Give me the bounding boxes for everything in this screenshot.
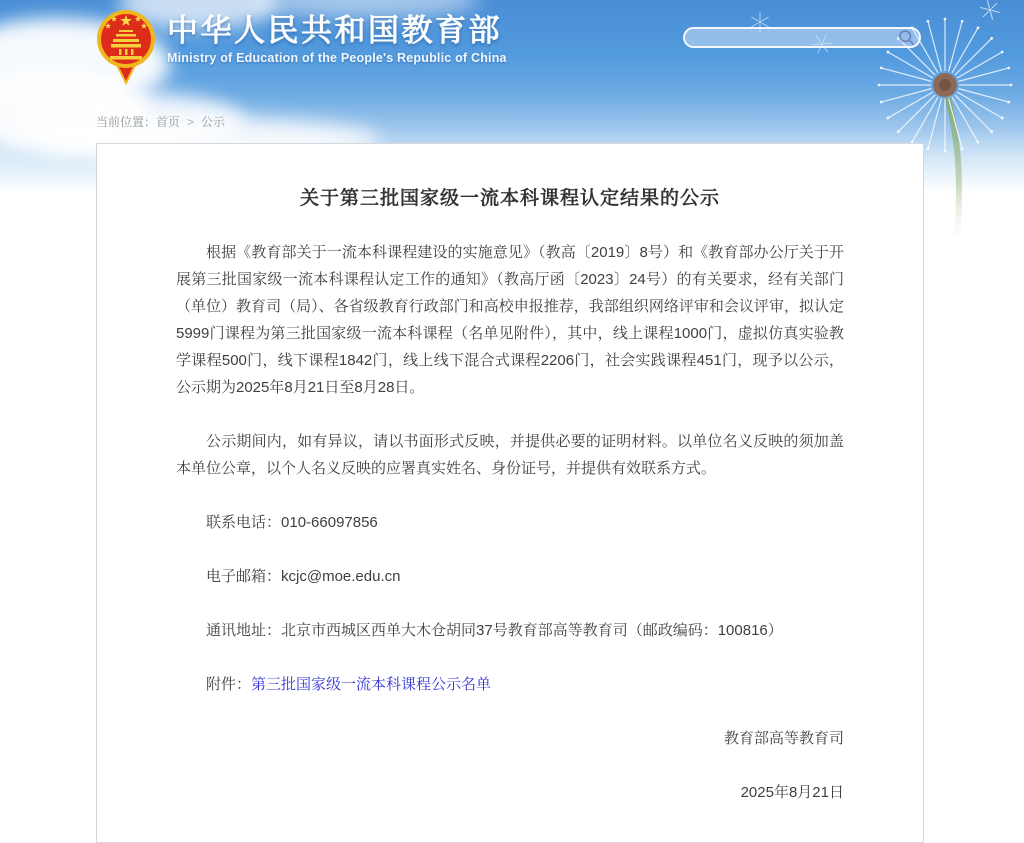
contact-email-value: kcjc@moe.edu.cn — [281, 568, 401, 585]
attachment-label: 附件： — [206, 676, 252, 693]
contact-phone-label: 联系电话： — [206, 514, 282, 531]
article-title: 关于第三批国家级一流本科课程认定结果的公示 — [299, 188, 720, 209]
article-card — [96, 143, 924, 843]
search-box — [683, 27, 921, 48]
contact-email-line — [176, 563, 844, 590]
site-name: 中华人民共和国教育部 — [167, 13, 502, 48]
contact-email-label: 电子邮箱： — [206, 568, 282, 585]
article-paragraph-1: 根据《教育部关于一流本科课程建设的实施意见》（教高〔2019〕8号）和《教育部办公厅关于开展第三批国家级一流本科课程认定工作的通知》（教高厅函〔2023〕24号）的有关要求，经有关部门（单位）教育司（局）、各省级教育行政部门和高校申报推荐，我部组织网络评审和会议评审，拟认定5999门课程为第三批国家级一流本科课程（名单见附件），其中，线上课程1000门，虚拟仿真实验教学课程500门，线下课程1842门，线上线下混合式课程2206门，社会实践课程451门，现予以公示，公示期为2025年8月21日至8月28日。 — [176, 244, 844, 396]
search-button[interactable] — [893, 29, 919, 46]
search-icon — [898, 29, 915, 46]
attachment-link[interactable]: 第三批国家级一流本科课程公示名单 — [251, 676, 492, 693]
breadcrumb — [96, 114, 225, 130]
search-input[interactable] — [685, 29, 893, 46]
site-name-en: Ministry of Education of the People's Republic of China — [167, 51, 507, 65]
attachment-line — [176, 671, 844, 698]
site-titles — [167, 14, 507, 65]
contact-phone-line — [176, 509, 844, 536]
contact-address-value: 北京市西城区西单大木仓胡同37号教育部高等教育司（邮政编码：100816） — [281, 622, 783, 639]
article-paragraph-2: 公示期间内，如有异议，请以书面形式反映，并提供必要的证明材料。以单位名义反映的须加盖本单位公章，以个人名义反映的应署真实姓名、身份证号，并提供有效联系方式。 — [176, 433, 844, 477]
contact-address-label: 通讯地址： — [206, 622, 282, 639]
breadcrumb-home-link[interactable]: 首页 — [156, 115, 181, 129]
breadcrumb-label: 当前位置： — [96, 115, 157, 129]
site-logo-link[interactable] — [94, 6, 507, 86]
contact-phone-value: 010-66097856 — [281, 514, 378, 531]
breadcrumb-current-link[interactable]: 公示 — [201, 115, 226, 129]
national-emblem-icon — [94, 6, 158, 86]
contact-address-line — [176, 617, 844, 644]
article-date: 2025年8月21日 — [740, 784, 844, 801]
breadcrumb-separator: > — [187, 115, 195, 129]
article-signature: 教育部高等教育司 — [723, 730, 844, 747]
